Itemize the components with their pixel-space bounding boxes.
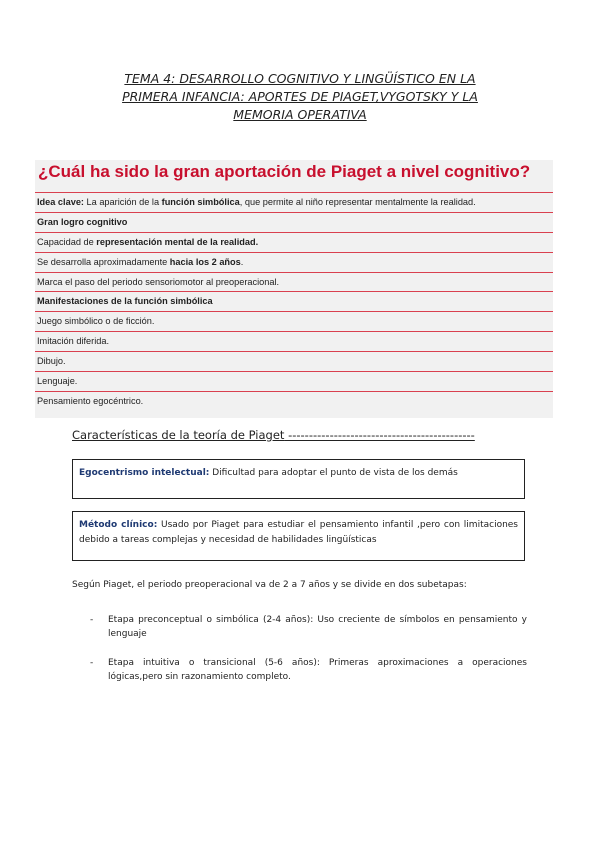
row-text: Se desarrolla aproximadamente [37, 256, 170, 267]
preoperational-paragraph: Según Piaget, el periodo preoperacional va de 2 a 7 años y se divide en dos subetapas: [72, 580, 467, 590]
dash-bullet: - [90, 615, 94, 625]
list-item [90, 613, 527, 641]
row-idea-clave [35, 192, 553, 212]
card-text: Usado por Piaget para estudiar el pensamiento infantil ,pero con limitaciones debido a tareas complejas y necesidad de habilidades lingüísticas [79, 520, 518, 545]
section-rule: --------------------------------------------- [284, 428, 475, 442]
piaget-summary-box [35, 160, 553, 418]
section-heading [72, 428, 527, 442]
row-juego: Juego simbólico o de ficción. [35, 311, 553, 331]
row-imitacion: Imitación diferida. [35, 331, 553, 351]
list-item-text: Etapa preconceptual o simbólica (2-4 años): Uso creciente de símbolos en pensamiento y lenguaje [108, 615, 527, 639]
row-manifestaciones: Manifestaciones de la función simbólica [35, 291, 553, 311]
row-lenguaje: Lenguaje. [35, 371, 553, 391]
card-term: Egocentrismo intelectual: [79, 468, 210, 478]
row-gran-logro: Gran logro cognitivo [35, 212, 553, 232]
egocentrismo-card [72, 459, 525, 499]
row-text: La aparición de la [84, 197, 162, 207]
list-item [90, 656, 527, 684]
row-label: Idea clave: [37, 197, 84, 207]
box-heading: ¿Cuál ha sido la gran aportación de Piaget a nivel cognitivo? [38, 162, 531, 181]
row-marca-paso: Marca el paso del periodo sensoriomotor al preoperacional. [35, 272, 553, 292]
row-text: Capacidad de [37, 236, 97, 247]
list-item-text: Etapa intuitiva o transicional (5-6 años): Primeras aproximaciones a operaciones lógicas,pero sin razonamiento completo. [108, 658, 527, 682]
document-title [90, 70, 510, 124]
row-text: . [240, 256, 244, 267]
section-title: Características de la teoría de Piaget [72, 428, 285, 442]
title-line-1: TEMA 4: DESARROLLO COGNITIVO Y LINGÜÍSTICO EN LA [124, 71, 476, 86]
row-dibujo: Dibujo. [35, 351, 553, 371]
row-pensamiento: Pensamiento egocéntrico. [35, 391, 553, 411]
card-text: Dificultad para adoptar el punto de vista de los demás [209, 468, 458, 478]
row-capacidad [35, 232, 553, 252]
summary-rows [35, 192, 553, 411]
card-term: Método clínico: [79, 520, 158, 530]
title-line-2: PRIMERA INFANCIA: APORTES DE PIAGET,VYGOTSKY Y LA [122, 89, 478, 104]
title-line-3: MEMORIA OPERATIVA [233, 107, 367, 122]
row-bold: hacia los 2 años [169, 256, 241, 267]
row-text: , que permite al niño representar mentalmente la realidad. [239, 197, 476, 207]
row-desarrollo [35, 252, 553, 272]
dash-bullet: - [90, 658, 94, 668]
metodo-clinico-card [72, 511, 525, 561]
row-bold: representación mental de la realidad. [96, 236, 259, 247]
row-bold: función simbólica [161, 197, 240, 207]
